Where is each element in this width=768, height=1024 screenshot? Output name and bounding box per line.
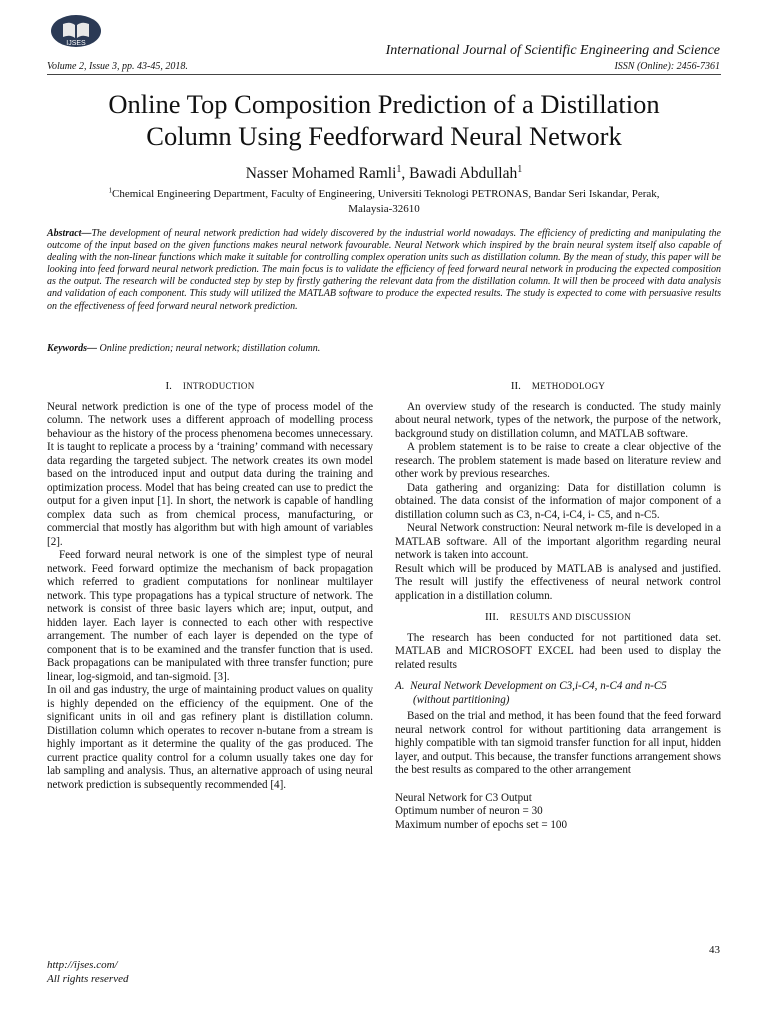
subsection-heading-a: A. Neural Network Development on C3,i-C4, n-C4 and n-C5 (without partitioning) [395,680,667,706]
right-column [395,380,721,832]
method-paragraph-4: Neural Network construction: Neural network m-file is developed in a MATLAB software. All of the important algorithm regarding neural network is taken into account. [395,522,721,561]
section-heading-results: III. RESULTS AND DISCUSSION [484,611,632,623]
paper-title [40,88,728,152]
author-2-affil-mark: 1 [517,163,523,175]
author-1-affil-mark: 1 [396,163,402,175]
c3-neuron-count: Optimum number of neuron = 30 [395,805,543,817]
abstract-text: The development of neural network prediction had widely discovered by the industrial world nowadays. The efficiency of predicting and manipulating the outcome of the input based on the given functions makes neural network favourable. Neural Network which inspired by the brain neural system itself also capable of dealing with the non-linear functions which make it suitable for controlling complex operation units such as distillation column. By the mean of study, this paper will be looking into feed forward neural network prediction. The main focus is to validate the efficiency of feed forward neural network in producing the expected composition as the output. The research will be conducted step by step by firstly gathering the relevant data from the distillation column. It will then be proceed with data analysis and validation of each component. This study will utilized the MATLAB software to produce the expected results. The study is expected to come with persuasive results on the effectiveness of feed forward neural network prediction. [47,228,721,312]
keywords-label: Keywords— [47,343,97,354]
author-list [40,165,728,183]
journal-name: International Journal of Scientific Engineering and Science [385,43,720,58]
book-logo-icon [50,14,102,48]
intro-paragraph-1: Neural network prediction is one of the type of process model of the column. The network uses a different approach of modelling process behaviour as the history of the process phenomena becomes unnecessary. It is taught to replicate a process by a ‘training’ command with necessary data regarding the targeted subject. The network creates its own model based on the introduced input and output data during the training and optimization process. Model that has being created can use to predict the output for a given input [1]. In short, the network is capable of handling complex data such as from chemical process, manufacturing, or commercial that mostly has algorithm but with high amount of variables [2]. [47,400,373,548]
title-line-2: Column Using Feedforward Neural Network [146,121,622,151]
footer-url: http://ijses.com/ [47,959,118,971]
author-separator: , [401,165,410,182]
left-column [47,380,373,792]
affil-mark: 1 [108,186,113,195]
intro-paragraph-2: Feed forward neural network is one of the simplest type of neural network. Feed forward optimize the mechanism of back propagation which referred to gradient computations for nonlinear multilayer network. This type propagations has a typical structure of network. The network is consist of three basic layers which are; input, output, and hidden layer. Each layer is connected to each other with respective arrangement. The number of each layer is depended on the type of component that is to be examined and the transfer function that is used. Back propagations can be manipulated with three transfer function; pure linear, log-sigmoid, and tan-sigmoid. [3]. [47,549,373,683]
c3-output-heading: Neural Network for C3 Output [395,791,532,804]
abstract-label: Abstract— [47,228,92,239]
page-number: 43 [709,944,720,956]
volume-info: Volume 2, Issue 3, pp. 43-45, 2018. [47,61,188,72]
keywords-text: Online prediction; neural network; distillation column. [97,343,321,354]
affiliation-line-1: Chemical Engineering Department, Faculty of Engineering, Universiti Teknologi PETRONAS, Bandar Seri Iskandar, Perak, [112,188,660,200]
title-line-1: Online Top Composition Prediction of a Distillation [108,89,660,119]
footer [47,958,128,986]
method-paragraph-2: A problem statement is to be raise to create a clear objective of the research. The problem statement is made based on literature review and other work by previous researches. [395,441,721,480]
c3-epochs: Maximum number of epochs set = 100 [395,818,568,831]
header-divider [47,74,721,75]
journal-logo [50,14,102,48]
method-paragraph-1: An overview study of the research is conducted. The study mainly about neural network, types of the network, the purpose of the network, background study on distillation column, and MATLAB software. [395,400,721,440]
method-paragraph-5: Result which will be produced by MATLAB is analysed and justified. The result will justify the effectiveness of neural network control application in a distillation column. [395,562,721,602]
method-paragraph-3: Data gathering and organizing: Data for distillation column is obtained. The data consist of the information of major component of a distillation column such as C3, n-C4, i-C4, i- C5, and n-C5. [395,481,721,521]
results-paragraph-2: Based on the trial and method, it has been found that the feed forward neural network control for without partitioning data arrangement is highly compatible with tan sigmoid transfer function for all input, hidden layer, and output. This because, the transfer functions arrangement shows the best results as compared to the other arrangement [395,710,721,776]
section-heading-introduction: I. INTRODUCTION [165,380,255,392]
affiliation [60,187,708,217]
author-2: Bawadi Abdullah [409,165,518,182]
results-paragraph-1: The research has been conducted for not partitioned data set. MATLAB and MICROSOFT EXCEL had been used to display the related results [395,631,721,671]
footer-rights: All rights reserved [47,973,129,985]
affiliation-line-2: Malaysia-32610 [348,203,420,215]
svg-text:IJSES: IJSES [66,40,86,47]
section-heading-methodology: II. METHODOLOGY [510,380,606,392]
keywords [47,343,721,354]
issn-info: ISSN (Online): 2456-7361 [614,61,720,72]
abstract [47,228,721,313]
intro-paragraph-3: In oil and gas industry, the urge of maintaining product values on quality is highly depended on the efficiency of the equipment. One of the significant units in oil and gas refinery plant is distillation column. Distillation column which operates to recover n-butane from a stream is highly important as it determine the quality of the gas produced. The current practice quality control for a column usually takes one day for lab sampling and analysis. Thus, an alternative approach of using neural network prediction is subsequently recommended [4]. [47,684,373,791]
author-1: Nasser Mohamed Ramli [245,165,397,182]
